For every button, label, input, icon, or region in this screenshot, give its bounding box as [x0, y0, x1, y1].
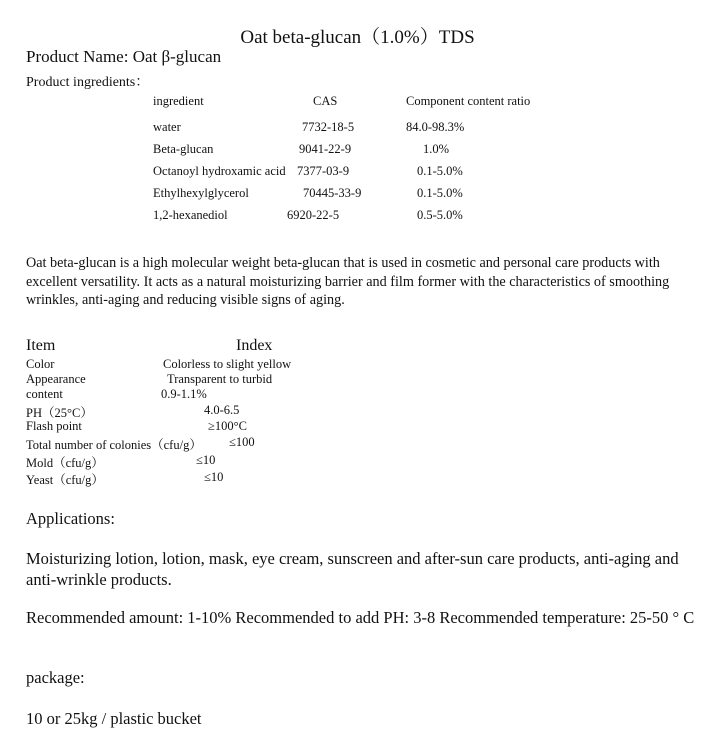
ingredients-label: Product ingredients：: [26, 75, 150, 90]
ingredient-cas: 7732-18-5: [302, 120, 355, 134]
spec-item: content: [26, 387, 63, 401]
spec-value: Colorless to slight yellow: [163, 357, 292, 371]
spec-value: 0.9-1.1%: [161, 387, 207, 401]
ingredient-name: 1,2-hexanediol: [153, 208, 228, 222]
ingredient-cas: 70445-33-9: [303, 186, 362, 200]
spec-item: Yeast（cfu/g）: [26, 473, 104, 487]
spec-value: ≥100°C: [208, 419, 247, 433]
spec-value: ≤10: [196, 453, 216, 467]
ingredient-name: Octanoyl hydroxamic acid: [153, 164, 286, 178]
ingredients-header-cas: CAS: [313, 94, 338, 108]
spec-item: PH（25°C）: [26, 406, 93, 420]
applications-text: Moisturizing lotion, lotion, mask, eye cream, sunscreen and after-sun care products, anti-aging and anti-wrinkle products.: [26, 549, 679, 589]
ingredient-cas: 6920-22-5: [287, 208, 340, 222]
recommended-text: Recommended amount: 1-10% Recommended to add PH: 3-8 Recommended temperature: 25-50 ° C: [26, 608, 695, 627]
spec-header-item: Item: [26, 337, 56, 354]
product-description: Oat beta-glucan is a high molecular weight beta-glucan that is used in cosmetic and personal care products with excellent versatility. It acts as a natural moisturizing barrier and film former with the characteristics of smoothing wrinkles, anti-aging and reducing visible signs of aging.: [26, 255, 670, 308]
ingredient-ratio: 1.0%: [423, 142, 450, 156]
product-name: Product Name: Oat β-glucan: [26, 47, 222, 66]
spec-item: Flash point: [26, 419, 82, 433]
spec-value: Transparent to turbid: [167, 372, 273, 386]
spec-item: Appearance: [26, 372, 86, 386]
spec-item: Color: [26, 357, 55, 371]
ingredient-cas: 7377-03-9: [297, 164, 350, 178]
ingredients-header-ingredient: ingredient: [153, 94, 204, 108]
ingredient-name: Ethylhexylglycerol: [153, 186, 249, 200]
ingredient-name: water: [153, 120, 181, 134]
ingredient-ratio: 0.1-5.0%: [417, 186, 463, 200]
spec-value: ≤10: [204, 470, 224, 484]
ingredient-ratio: 0.1-5.0%: [417, 164, 463, 178]
spec-value: ≤100: [229, 435, 255, 449]
spec-item: Mold（cfu/g）: [26, 456, 104, 470]
applications-label: Applications:: [26, 509, 115, 528]
spec-header-index: Index: [236, 337, 273, 354]
spec-value: 4.0-6.5: [204, 403, 240, 417]
package-text: 10 or 25kg / plastic bucket: [26, 709, 202, 728]
ingredient-cas: 9041-22-9: [299, 142, 352, 156]
ingredients-header-ratio: Component content ratio: [406, 94, 531, 108]
document-title: Oat beta-glucan（1.0%）TDS: [240, 27, 475, 48]
package-label: package:: [26, 668, 85, 687]
ingredient-ratio: 0.5-5.0%: [417, 208, 463, 222]
spec-item: Total number of colonies（cfu/g）: [26, 438, 202, 452]
ingredient-name: Beta-glucan: [153, 142, 214, 156]
ingredient-ratio: 84.0-98.3%: [406, 120, 465, 134]
